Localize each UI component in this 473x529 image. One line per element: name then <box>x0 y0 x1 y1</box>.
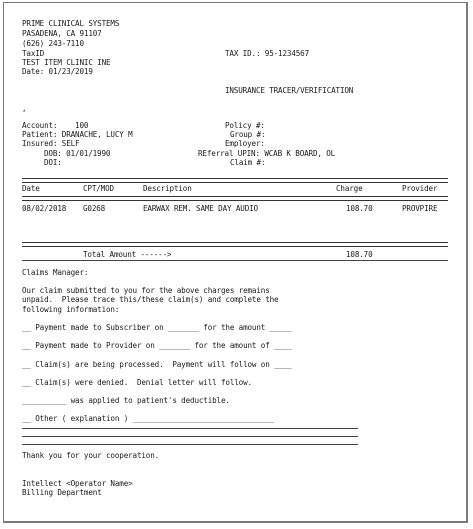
total-value: 108.70 <box>346 250 373 259</box>
col-description-header: Description <box>143 184 192 193</box>
insured-field: Insured: SELF <box>22 139 80 148</box>
option-deductible: __________ was applied to patient's deductible. <box>22 396 230 405</box>
explanation-line <box>22 436 358 437</box>
patient-field: Patient: DRANACHE, LUCY M <box>22 130 133 139</box>
row-cpt: G0268 <box>83 204 106 213</box>
col-charge-header: Charge <box>336 184 363 193</box>
form-title: INSURANCE TRACER/VERIFICATION <box>225 86 354 95</box>
body-line: unpaid. Please trace this/these claim(s) and complete the <box>22 295 279 304</box>
claim-field: Claim #: <box>230 158 266 167</box>
explanation-line <box>22 444 358 445</box>
account-field: Account: 100 <box>22 121 89 130</box>
body-line: Our claim submitted to you for the above charges remains <box>22 286 270 295</box>
col-provider-header: Provider <box>402 184 438 193</box>
col-cpt-header: CPT/MOD <box>83 184 114 193</box>
row-provider: PROVPIRE <box>402 204 438 213</box>
thank-you: Thank you for your cooperation. <box>22 451 160 460</box>
salutation: Claims Manager: <box>22 268 89 277</box>
company-phone: (626) 243-7110 <box>22 39 84 48</box>
body-line: following information: <box>22 305 120 314</box>
referral-field: REferral UPIN: WCAB K BOARD, OL <box>198 149 336 158</box>
dob-field: DOB: 01/01/1990 <box>44 149 111 158</box>
col-date-header: Date <box>22 184 40 193</box>
table-top-rule <box>22 178 448 183</box>
row-charge: 108.70 <box>346 204 373 213</box>
total-label: Total Amount ------> <box>83 250 172 259</box>
document-date: Date: 01/23/2019 <box>22 67 93 76</box>
signature-department: Billing Department <box>22 488 102 497</box>
option-subscriber-payment: __ Payment made to Subscriber on _______ for the amount _____ <box>22 323 292 332</box>
option-denied: __ Claim(s) were denied. Denial letter will follow. <box>22 378 252 387</box>
taxid-label: TaxID <box>22 49 45 58</box>
company-city: PASADENA, CA 91107 <box>22 29 102 38</box>
clinic-name: TEST ITEM CLINIC INE <box>22 58 111 67</box>
employer-field: Employer: <box>225 139 265 148</box>
explanation-line <box>22 428 358 429</box>
group-field: Group #: <box>230 130 266 139</box>
row-date: 08/02/2018 <box>22 204 67 213</box>
option-provider-payment: __ Payment made to Provider on _______ for the amount of ____ <box>22 341 292 350</box>
table-header-rule <box>22 196 448 201</box>
policy-field: Policy #: <box>225 121 265 130</box>
total-rule <box>22 260 448 261</box>
signature-name: Intellect <Operator Name> <box>22 479 133 488</box>
option-processing: __ Claim(s) are being processed. Payment will follow on ____ <box>22 360 292 369</box>
stray-mark: , <box>22 104 27 113</box>
table-bottom-rule <box>22 242 448 247</box>
option-other: __ Other ( explanation ) ________________________________ <box>22 414 275 423</box>
tax-id: TAX ID.: 95-1234567 <box>225 49 310 58</box>
company-name: PRIME CLINICAL SYSTEMS <box>22 19 120 28</box>
doi-field: DOI: <box>44 158 62 167</box>
row-description: EARWAX REM. SAME DAY AUDIO <box>143 204 258 213</box>
